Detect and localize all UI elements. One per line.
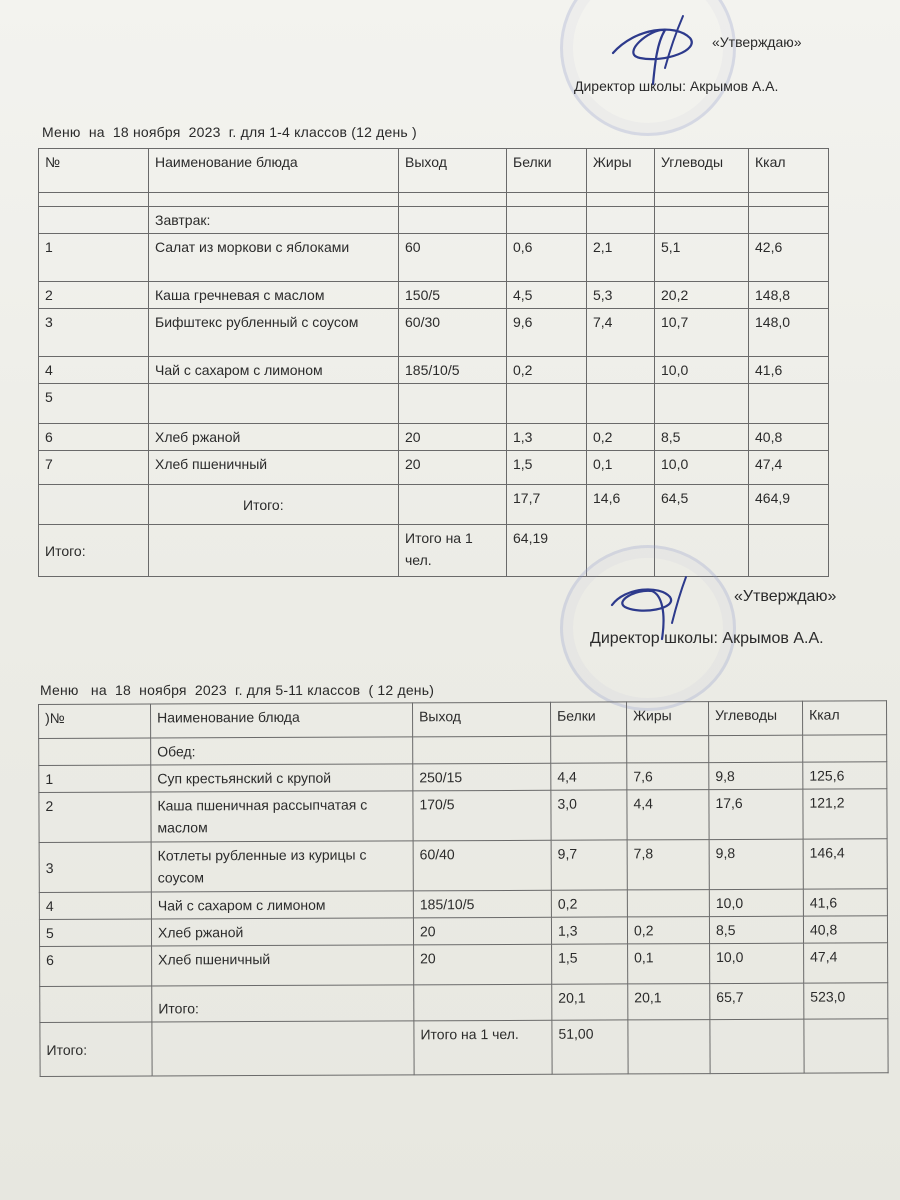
- table-row: [40, 943, 888, 987]
- carbs: 9,8: [709, 839, 803, 889]
- carbs: 8,5: [709, 916, 803, 943]
- empty-cell: [149, 193, 399, 207]
- dish-name: Каша гречневая с маслом: [149, 282, 399, 309]
- empty-cell: [39, 207, 149, 234]
- table-row: [39, 357, 829, 384]
- carbs: 10,0: [655, 451, 749, 485]
- dish-name: Котлеты рубленные из курицы с соусом: [151, 841, 413, 892]
- per-person-value: 51,00: [552, 1020, 628, 1074]
- carbs: 5,1: [655, 234, 749, 282]
- fats: 0,1: [587, 451, 655, 485]
- row-number: 7: [39, 451, 149, 485]
- header-cell: Ккал: [749, 149, 829, 193]
- carbs: 8,5: [655, 424, 749, 451]
- signatory-text: Директор школы: Акрымов А.А.: [574, 78, 779, 94]
- header-cell: )№: [39, 704, 151, 738]
- row-number: 2: [39, 792, 151, 842]
- kcal: 41,6: [803, 889, 887, 916]
- table-row: [39, 839, 887, 893]
- header-cell: Белки: [507, 149, 587, 193]
- row-number: 1: [39, 234, 149, 282]
- empty-cell: [627, 736, 709, 763]
- portion: [399, 384, 507, 424]
- subtotal-label: Итого:: [149, 485, 399, 525]
- fats: 4,4: [627, 790, 709, 840]
- empty-cell: [507, 193, 587, 207]
- proteins: 1,5: [552, 944, 628, 984]
- empty-cell: [39, 485, 149, 525]
- empty-cell: [628, 1020, 710, 1074]
- table-row: [39, 451, 829, 485]
- director-signature: [595, 8, 715, 88]
- table-row: [39, 424, 829, 451]
- kcal: 146,4: [803, 839, 887, 889]
- proteins: 4,4: [551, 763, 627, 790]
- dish-name: Суп крестьянский с крупой: [151, 764, 413, 792]
- row-number: 2: [39, 282, 149, 309]
- portion: 20: [413, 917, 551, 945]
- header-cell: Выход: [399, 149, 507, 193]
- row-number: 5: [39, 384, 149, 424]
- approve-text: «Утверждаю»: [734, 588, 837, 605]
- carbs: 17,6: [709, 789, 803, 839]
- empty-cell: [149, 525, 399, 577]
- portion: 185/10/5: [413, 890, 551, 918]
- fats: 2,1: [587, 234, 655, 282]
- proteins: 0,6: [507, 234, 587, 282]
- empty-cell: [803, 735, 887, 762]
- row-number: 5: [39, 919, 151, 946]
- portion: 20: [414, 944, 552, 985]
- kcal: 40,8: [803, 916, 887, 943]
- proteins: 9,6: [507, 309, 587, 357]
- subtotal-proteins: 20,1: [552, 984, 628, 1020]
- kcal: 40,8: [749, 424, 829, 451]
- fats: 5,3: [587, 282, 655, 309]
- fats: 0,1: [628, 944, 710, 984]
- kcal: 148,0: [749, 309, 829, 357]
- portion: 170/5: [413, 790, 551, 841]
- header-cell: Ккал: [802, 701, 886, 735]
- dish-name: Чай с сахаром с лимоном: [151, 891, 413, 919]
- proteins: 4,5: [507, 282, 587, 309]
- menu-table: [38, 148, 829, 577]
- empty-cell: [749, 207, 829, 234]
- dish-name: Чай с сахаром с лимоном: [149, 357, 399, 384]
- empty-cell: [414, 984, 552, 1021]
- table-row: [39, 916, 887, 947]
- subtotal-kcal: 464,9: [749, 485, 829, 525]
- subtotal-carbs: 64,5: [655, 485, 749, 525]
- dish-name: Бифштекс рубленный с соусом: [149, 309, 399, 357]
- row-number: 6: [40, 946, 152, 986]
- header-cell: Белки: [550, 702, 626, 736]
- kcal: 41,6: [749, 357, 829, 384]
- carbs: 10,7: [655, 309, 749, 357]
- total-label: Итого:: [40, 1022, 152, 1076]
- subtotal-fats: 20,1: [628, 984, 710, 1020]
- menu-table: [38, 700, 889, 1077]
- empty-cell: [399, 207, 507, 234]
- fats: 0,2: [587, 424, 655, 451]
- per-person-label: Итого на 1 чел.: [414, 1020, 552, 1075]
- kcal: [749, 384, 829, 424]
- row-number: 1: [39, 765, 151, 792]
- dish-name: Каша пшеничная рассыпчатая с маслом: [151, 791, 413, 842]
- table-row: [39, 234, 829, 282]
- portion: 185/10/5: [399, 357, 507, 384]
- kcal: 121,2: [803, 789, 887, 839]
- subtotal-label: Итого:: [152, 985, 414, 1022]
- portion: 60/30: [399, 309, 507, 357]
- carbs: 20,2: [655, 282, 749, 309]
- dish-name: Хлеб ржаной: [151, 918, 413, 946]
- empty-cell: [655, 193, 749, 207]
- proteins: [507, 384, 587, 424]
- table-row: [39, 309, 829, 357]
- table-row: [39, 762, 887, 793]
- row-number: 3: [39, 309, 149, 357]
- row-number: 3: [39, 842, 151, 892]
- section-row: [39, 207, 829, 234]
- dish-name: [149, 384, 399, 424]
- table-row: [39, 889, 887, 920]
- fats: [587, 384, 655, 424]
- empty-cell: [39, 193, 149, 207]
- header-row: [39, 149, 829, 193]
- empty-cell: [587, 193, 655, 207]
- section-row: [39, 735, 887, 766]
- header-cell: Жиры: [626, 702, 708, 736]
- fats: [627, 890, 709, 917]
- fats: 7,8: [627, 840, 709, 890]
- proteins: 1,5: [507, 451, 587, 485]
- total-row: [40, 1019, 888, 1077]
- proteins: 0,2: [551, 890, 627, 917]
- empty-cell: [587, 207, 655, 234]
- subtotal-row: [39, 485, 829, 525]
- empty-cell: [413, 736, 551, 764]
- subtotal-kcal: 523,0: [804, 983, 888, 1019]
- approve-text: «Утверждаю»: [712, 34, 802, 50]
- menu-title: Меню на 18 ноября 2023 г. для 1-4 классов (12 день ): [42, 124, 417, 140]
- empty-cell: [507, 207, 587, 234]
- fats: 0,2: [627, 917, 709, 944]
- header-cell: Углеводы: [655, 149, 749, 193]
- dish-name: Хлеб ржаной: [149, 424, 399, 451]
- header-row: [39, 701, 887, 739]
- portion: 60/40: [413, 840, 551, 891]
- proteins: 3,0: [551, 790, 627, 840]
- empty-cell: [749, 193, 829, 207]
- empty-cell: [40, 986, 152, 1022]
- empty-cell: [709, 735, 803, 762]
- portion: 250/15: [413, 763, 551, 791]
- meal-section: Завтрак:: [149, 207, 399, 234]
- header-cell: №: [39, 149, 149, 193]
- meal-section: Обед:: [151, 737, 413, 765]
- empty-cell: [551, 736, 627, 763]
- kcal: 148,8: [749, 282, 829, 309]
- empty-cell: [39, 738, 151, 765]
- header-cell: Наименование блюда: [151, 703, 413, 738]
- empty-cell: [749, 525, 829, 577]
- subtotal-carbs: 65,7: [710, 983, 804, 1019]
- menu-title: Меню на 18 ноября 2023 г. для 5-11 классов ( 12 день): [40, 682, 435, 698]
- proteins: 1,3: [507, 424, 587, 451]
- empty-cell: [399, 193, 507, 207]
- carbs: 10,0: [710, 943, 804, 983]
- dish-name: Хлеб пшеничный: [152, 945, 414, 986]
- carbs: [655, 384, 749, 424]
- header-cell: Углеводы: [708, 701, 802, 735]
- empty-cell: [655, 207, 749, 234]
- table-row: [39, 789, 887, 843]
- portion: 20: [399, 451, 507, 485]
- empty-row: [39, 193, 829, 207]
- table-row: [39, 282, 829, 309]
- fats: 7,4: [587, 309, 655, 357]
- empty-cell: [152, 1021, 414, 1076]
- kcal: 125,6: [803, 762, 887, 789]
- header-cell: Выход: [412, 702, 550, 737]
- empty-cell: [804, 1019, 888, 1073]
- subtotal-proteins: 17,7: [507, 485, 587, 525]
- row-number: 6: [39, 424, 149, 451]
- per-person-value: 64,19: [507, 525, 587, 577]
- kcal: 42,6: [749, 234, 829, 282]
- fats: 7,6: [627, 763, 709, 790]
- header-cell: Наименование блюда: [149, 149, 399, 193]
- portion: 60: [399, 234, 507, 282]
- kcal: 47,4: [804, 943, 888, 983]
- empty-cell: [710, 1019, 804, 1073]
- carbs: 10,0: [655, 357, 749, 384]
- portion: 150/5: [399, 282, 507, 309]
- fats: [587, 357, 655, 384]
- per-person-label: Итого на 1 чел.: [399, 525, 507, 577]
- row-number: 4: [39, 892, 151, 919]
- proteins: 1,3: [551, 917, 627, 944]
- carbs: 10,0: [709, 889, 803, 916]
- dish-name: Хлеб пшеничный: [149, 451, 399, 485]
- table-row: [39, 384, 829, 424]
- header-cell: Жиры: [587, 149, 655, 193]
- proteins: 9,7: [551, 840, 627, 890]
- dish-name: Салат из моркови с яблоками: [149, 234, 399, 282]
- total-label: Итого:: [39, 525, 149, 577]
- portion: 20: [399, 424, 507, 451]
- subtotal-fats: 14,6: [587, 485, 655, 525]
- proteins: 0,2: [507, 357, 587, 384]
- row-number: 4: [39, 357, 149, 384]
- empty-cell: [399, 485, 507, 525]
- carbs: 9,8: [709, 762, 803, 789]
- signatory-text: Директор школы: Акрымов А.А.: [590, 630, 824, 647]
- subtotal-row: [40, 983, 888, 1023]
- kcal: 47,4: [749, 451, 829, 485]
